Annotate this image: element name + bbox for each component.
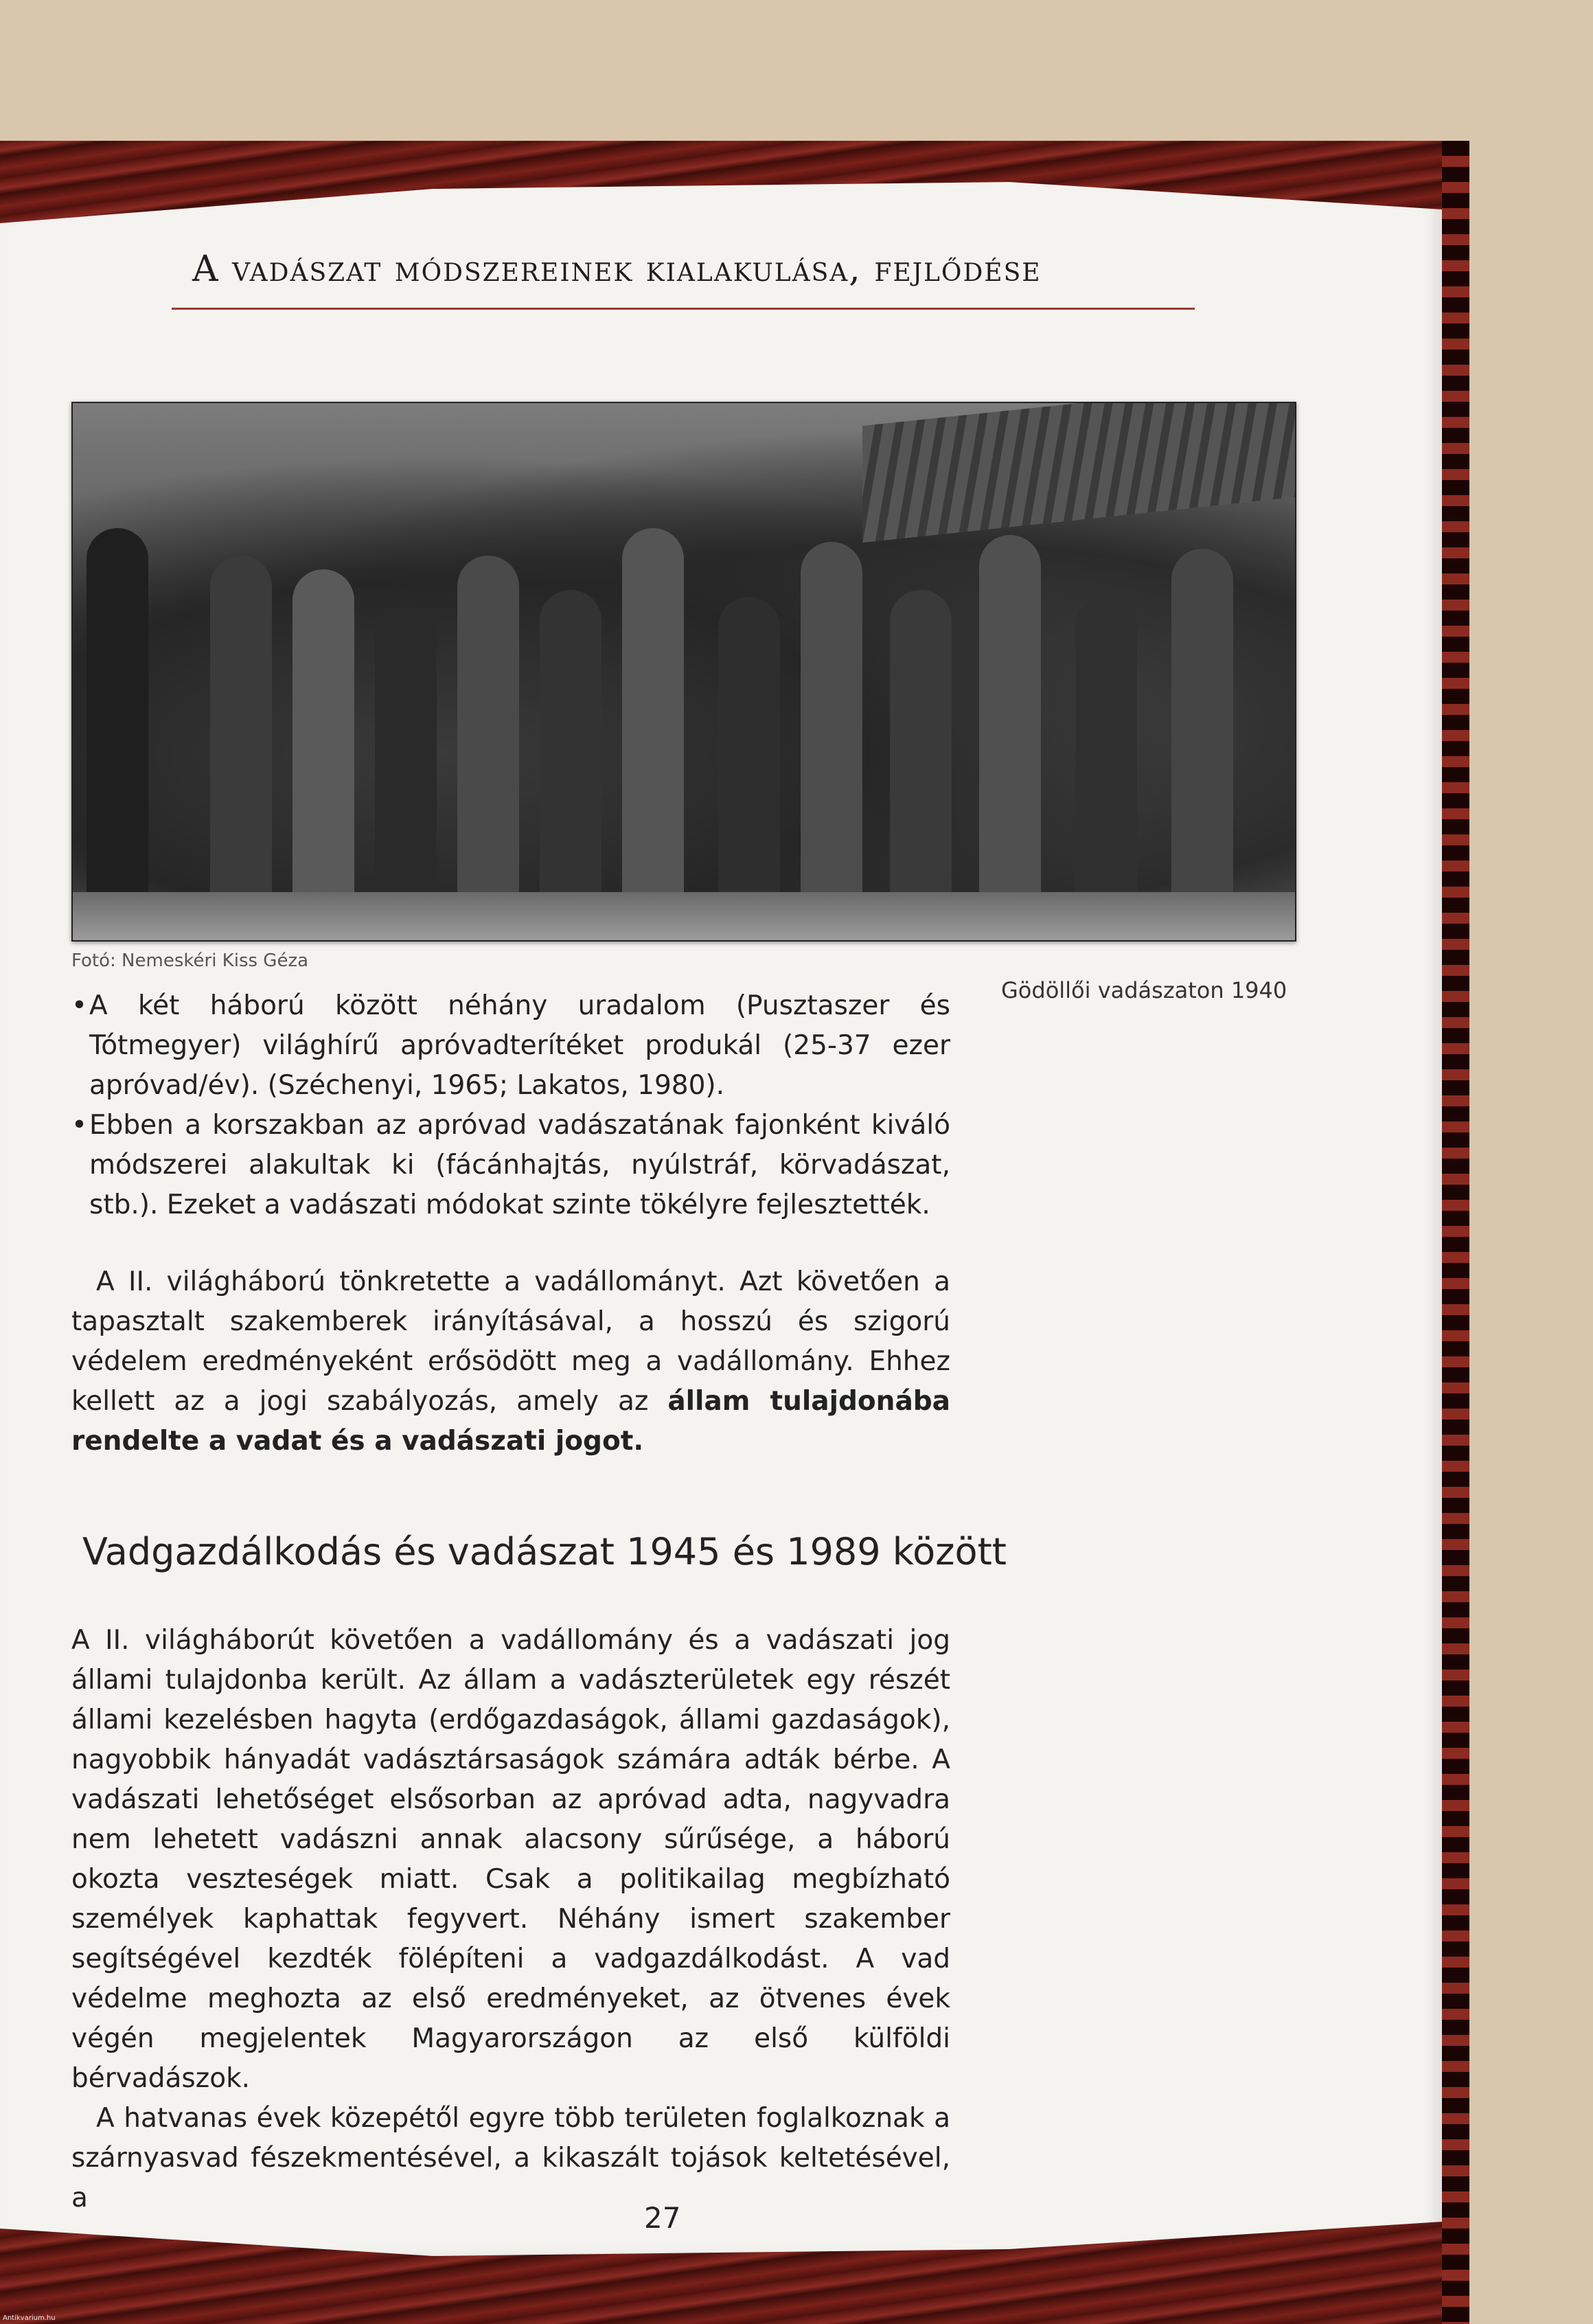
bullet-list [71, 986, 950, 1225]
header-divider [172, 308, 1195, 310]
photo-figure [979, 535, 1041, 913]
photo-figure [87, 528, 148, 913]
photo-figure [1075, 597, 1137, 913]
photo-figure [375, 604, 437, 913]
photo-roof [862, 402, 1295, 543]
photo-credit: Fotó: Nemeskéri Kiss Géza [71, 950, 309, 971]
historical-photo [71, 402, 1296, 942]
paragraph-text: A II. világháború tönkretette a vadállományt. Azt követően a tapasztalt szakemberek irányításával, a hosszú és szigorú védelem eredményeként erősödött meg a vadállomány. Ehhez kellett az a jogi szabályozás, amely az [71, 1266, 950, 1417]
photo-ground [73, 892, 1295, 940]
photo-figure [1171, 549, 1233, 913]
photo-figure [718, 597, 780, 913]
paragraph-ww2 [71, 1262, 950, 1461]
photo-figure [293, 569, 354, 913]
watermark-text: Antikvarium.hu [3, 2314, 56, 2322]
photo-figure [890, 590, 952, 913]
page-number: 27 [644, 2201, 681, 2235]
bullet-item: • Ebben a korszakban az apróvad vadászatának fajonként kiváló módszerei alakultak ki (fácánhajtás, nyúlstráf, körvadászat, stb.). Ezeket a vadászati módokat szinte tökélyre fejlesztették. [71, 1106, 950, 1225]
page-header-title: A vadászat módszereinek kialakulása, fejlődése [192, 249, 1042, 290]
paragraph-bold-text: állam tulajdonába rendelte a vadat és a vadászati jogot. [71, 1386, 950, 1457]
photo-caption: Gödöllői vadászaton 1940 [1001, 977, 1287, 1003]
section-heading: Vadgazdálkodás és vadászat 1945 és 1989 között [82, 1530, 1007, 1573]
photo-figure [457, 556, 519, 913]
section-paragraph-continued: A hatvanas évek közepétől egyre több területen foglalkoznak a szárnyasvad fészekmentésével, a kikaszált tojások keltetésével, a [71, 2103, 950, 2213]
section-paragraph: A II. világháborút követően a vadállomány és a vadászati jog állami tulajdonba került. Az állam a vadászterületek egy részét állami kezelésben hagyta (erdőgazdaságok, állami gazdaságok), nagyobbik hányadát vadásztársaságok számára adták bérbe. A vadászati lehetőséget elsősorban az apróvad adta, nagyvadra nem lehetett vadászni annak alacsony sűrűsége, a háború okozta veszteségek miatt. Csak a politikailag megbízható személyek kaphattak fegyvert. Néhány ismert szakember segítségével kezdték fölépíteni a vadgazdálkodást. A vad védelme meghozta az első eredményeket, az ötvenes évek végén megjelentek Magyarországon az első külföldi bérvadászok. [71, 1625, 950, 2094]
photo-figure [540, 590, 601, 913]
photo-figure [210, 556, 272, 913]
bullet-item: • A két háború között néhány uradalom (Pusztaszer és Tótmegyer) világhírű apróvadterítéket produkál (25-37 ezer apróvad/év). (Széchenyi, 1965; Lakatos, 1980). [71, 986, 950, 1106]
photo-figure [622, 528, 684, 913]
photo-figure [801, 542, 862, 913]
section-body [71, 1621, 950, 2218]
